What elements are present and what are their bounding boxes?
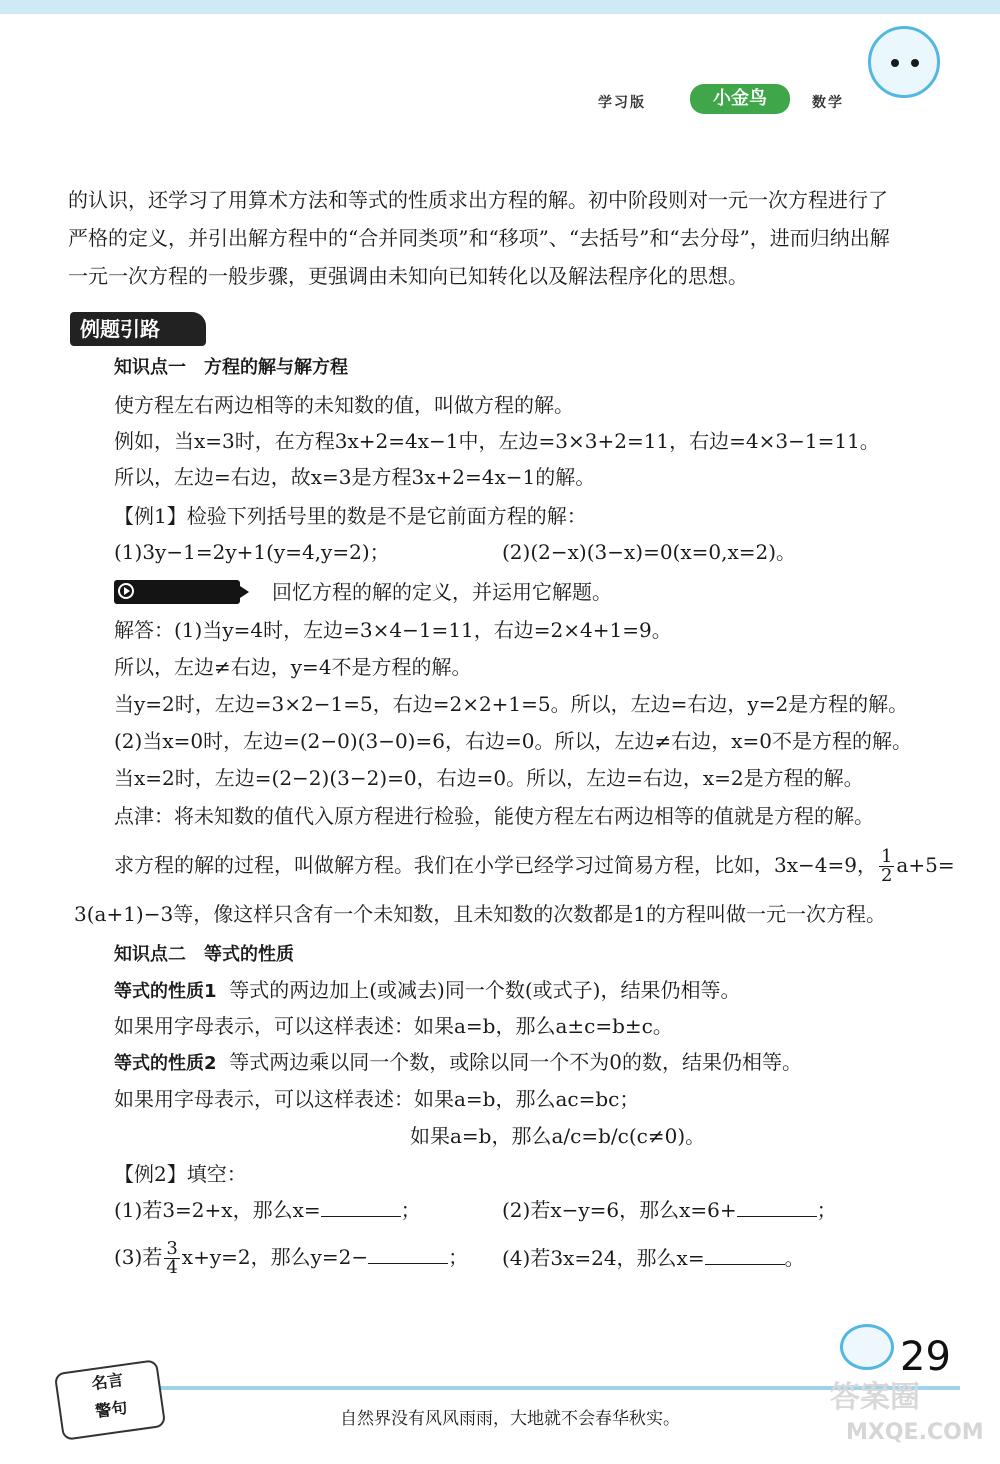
property2-text: 等式两边乘以同一个数，或除以同一个不为0的数，结果仍相等。 (229, 1050, 802, 1074)
answer-blank-1[interactable] (321, 1200, 401, 1217)
fraction-one-half: $\frac{1}{2}$ (880, 846, 893, 886)
answer-line-4: (2)当x=0时，左边=(2−0)(3−0)=6，右边=0。所以，左边≠右边，x=0不是方程的解。 (114, 729, 912, 753)
kp1-definition: 使方程左右两边相等的未知数的值，叫做方程的解。 (114, 393, 574, 417)
property2-expression-1: 如果用字母表示，可以这样表述：如果a=b，那么ac=bc； (114, 1087, 640, 1111)
answer-line-3: 当y=2时，左边=3×2−1=5，右边=2×2+1=5。所以，左边=右边，y=2是方程的解。 (114, 692, 909, 716)
motto-label-line-2: 警句 (94, 1397, 129, 1422)
motto-label-box (54, 1359, 166, 1441)
intro-paragraph-line-3: 一元一次方程的一般步骤，更强调由未知向已知转化以及解法程序化的思想。 (68, 264, 748, 288)
solve-text-a: 求方程的解的过程，叫做解方程。我们在小学已经学习过简易方程，比如，3x−4=9， (114, 853, 877, 877)
watermark-logo: 答案圈 (830, 1380, 920, 1415)
solve-text-b: a+5= (896, 853, 955, 877)
property1-text: 等式的两边加上(或减去)同一个数(或式子)，结果仍相等。 (229, 978, 741, 1002)
tip-note: 点津：将未知数的值代入原方程进行检验，能使方程左右两边相等的值就是方程的解。 (114, 804, 874, 828)
cartoon-girl-icon (868, 26, 940, 98)
kp2-title: 知识点二 等式的性质 (114, 944, 294, 965)
hint-bar (114, 580, 240, 604)
property1 (114, 978, 740, 1003)
header-edition-label: 学习版 (598, 95, 646, 111)
property2-expression-2: 如果a=b，那么a/c=b/c(c≠0)。 (410, 1124, 706, 1148)
footer-motto: 自然界没有风风雨雨，大地就不会春华秋实。 (340, 1409, 680, 1429)
intro-paragraph-line-2: 严格的定义，并引出解方程中的“合并同类项”和“移项”、“去括号”和“去分母”，进而归纳出解 (68, 226, 890, 250)
example2-question-3: (3)若 $\frac{3}{4}$ x+y=2，那么y=2− ； (114, 1238, 469, 1278)
example1-question-2: (2)(2−x)(3−x)=0(x=0,x=2)。 (502, 540, 797, 564)
header-logo: 小金鸟 (690, 84, 790, 114)
fraction-three-quarters: $\frac{3}{4}$ (166, 1238, 178, 1278)
example2-title: 【例2】填空： (114, 1162, 247, 1186)
footer-divider (60, 1386, 960, 1390)
answer-line-2: 所以，左边≠右边，y=4不是方程的解。 (114, 655, 472, 679)
answer-blank-2[interactable] (737, 1200, 817, 1217)
example2-question-4: (4)若3x=24，那么x= 。 (502, 1246, 805, 1270)
snail-doodle-icon (840, 1324, 894, 1370)
hint-arrow-icon (240, 586, 249, 598)
answer-line-1: 解答：(1)当y=4时，左边=3×4−1=11，右边=2×4+1=9。 (114, 618, 672, 642)
example2-question-1: (1)若3=2+x，那么x= ； (114, 1198, 421, 1222)
kp1-conclusion: 所以，左边=右边，故x=3是方程3x+2=4x−1的解。 (114, 465, 596, 489)
watermark-url: MXQE.COM (846, 1420, 984, 1445)
intro-paragraph-line-1: 的认识，还学习了用算术方法和等式的性质求出方程的解。初中阶段则对一元一次方程进行了 (68, 188, 888, 212)
property2-label: 等式的性质2 (114, 1053, 217, 1074)
play-icon (118, 583, 134, 599)
property1-expression: 如果用字母表示，可以这样表述：如果a=b，那么a±c=b±c。 (114, 1014, 673, 1038)
answer-line-5: 当x=2时，左边=(2−2)(3−2)=0，右边=0。所以，左边=右边，x=2是方程的解。 (114, 766, 864, 790)
kp1-example: 例如，当x=3时，在方程3x+2=4x−1中，左边=3×3+2=11，右边=4×3−1=11。 (114, 429, 880, 453)
solve-definition-line-1 (114, 848, 955, 885)
property2 (114, 1050, 802, 1075)
answer-blank-4[interactable] (705, 1248, 785, 1265)
motto-label-line-1: 名言 (90, 1370, 125, 1394)
kp1-title: 知识点一 方程的解与解方程 (114, 357, 348, 378)
hint-text: 回忆方程的解的定义，并运用它解题。 (272, 580, 612, 604)
answer-blank-3[interactable] (368, 1247, 448, 1264)
solve-definition-line-2: 3(a+1)−3等，像这样只含有一个未知数，且未知数的次数都是1的方程叫做一元一次方程。 (74, 902, 886, 926)
example1-question-1: (1)3y−1=2y+1(y=4,y=2)； (114, 540, 390, 564)
header-subject: 数学 (812, 95, 844, 111)
section-tag-examples: 例题引路 (70, 312, 206, 346)
top-border-band (0, 0, 1000, 14)
example1-title: 【例1】检验下列括号里的数是不是它前面方程的解： (114, 504, 587, 528)
page-number: 29 (900, 1334, 951, 1380)
property1-label: 等式的性质1 (114, 981, 217, 1002)
example2-question-2: (2)若x−y=6，那么x=6+ ； (502, 1198, 837, 1222)
